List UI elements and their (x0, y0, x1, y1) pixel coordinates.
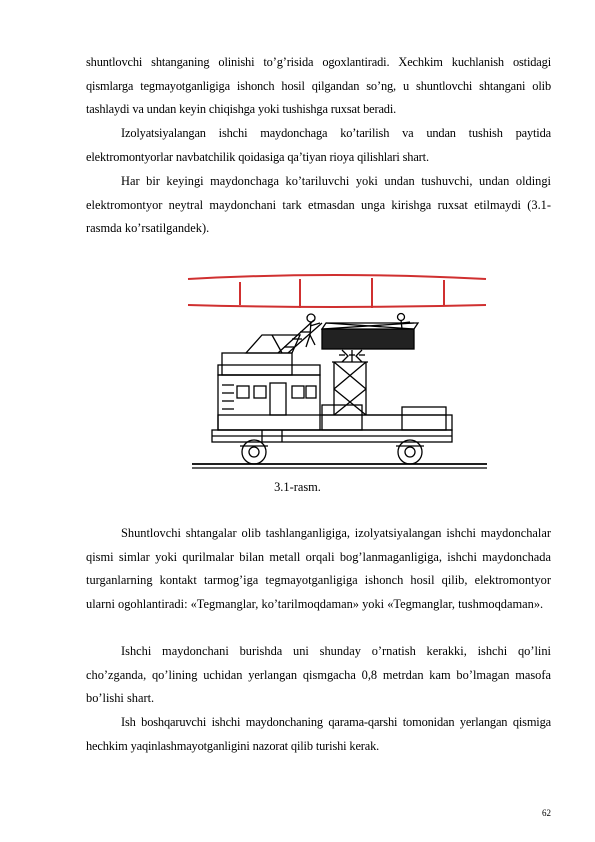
work-platform-railcar-drawing (182, 265, 492, 475)
paragraph-4: Shuntlovchi shtangalar olib tashlanganligiga, izolyatsiyalangan ishchi maydonchalar qismi simlar yoki qurilmalar bilan metall orqali bog’lanmaganligiga, ishchi maydonchada turganlarning kontakt tarmog’iga tegmayotganligiga ishonch hosil qilib, elektromontyor ularni ogohlantiradi: «Tegmanglar, ko’tarilmoqdaman» yoki «Tegmanglar, tushmoqdaman». (86, 526, 551, 611)
figure-caption: 3.1-rasm. (274, 480, 321, 494)
catenary-wires (188, 275, 486, 308)
page-number: 62 (542, 808, 551, 818)
railcar (192, 314, 487, 469)
paragraph-6: Ish boshqaruvchi ishchi maydonchaning qarama-qarshi tomonidan yerlangan qismiga hechkim yaqinlashmayotganligini nazorat qilib turishi kerak. (86, 715, 551, 753)
paragraph-2: Izolyatsiyalangan ishchi maydonchaga ko’tarilish va undan tushish paytida elektromontyorlar navbatchilik qoidasiga qa’tiyan rioya qilishlari shart. (86, 126, 551, 164)
paragraph-3: Har bir keyingi maydonchaga ko’tariluvchi yoki undan tushuvchi, undan oldingi elektromontyor neytral maydonchani tark etmasdan unga kirishga ruxsat etilmaydi (3.1-rasmda ko’rsatilgandek). (86, 174, 551, 236)
paragraph-5: Ishchi maydonchani burishda uni shunday o’rnatish kerakki, ishchi qo’lini cho’zganda, qo’lining uchidan yerlangan qismgacha 0,8 metrdan kam bo’lmagan masofa bo’lishi shart. (86, 644, 551, 706)
figure-3-1 (182, 265, 492, 475)
paragraph-1: shuntlovchi shtanganing olinishi to’g’risida ogoxlantiradi. Xechkim kuchlanish ostidagi qismlarga tegmayotganligiga ishonch hosil qilgandan so’ng, u shuntlovchi shtangani olib tashlaydi va undan keyin chiqishga yoki tushishga ruxsat beradi. (86, 55, 551, 117)
